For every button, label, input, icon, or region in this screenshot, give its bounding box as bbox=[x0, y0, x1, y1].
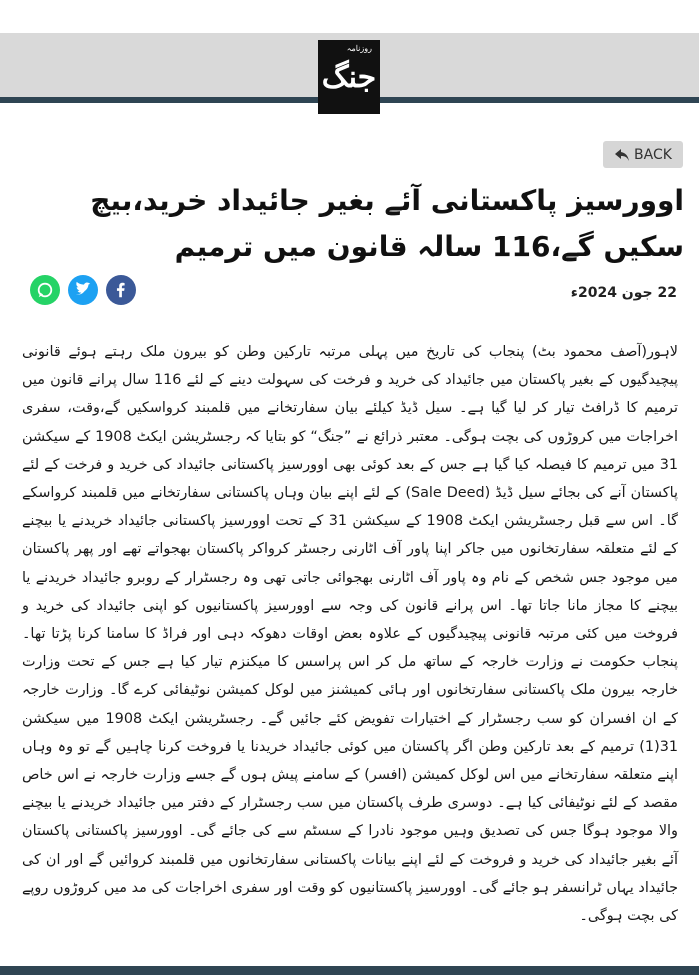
back-button[interactable] bbox=[603, 141, 683, 168]
logo-text: جنگ bbox=[321, 59, 377, 95]
article-title: اوورسیز پاکستانی آئے بغیر جائیداد خرید،بیچ سکیں گے،116 سالہ قانون میں ترمیم bbox=[90, 184, 684, 263]
back-arrow-icon bbox=[614, 148, 630, 162]
whatsapp-icon[interactable] bbox=[30, 275, 60, 305]
article-date: 22 جون 2024ء bbox=[570, 285, 677, 301]
back-button-label: BACK bbox=[634, 146, 672, 163]
footer-bar bbox=[0, 966, 699, 975]
share-buttons bbox=[30, 275, 136, 305]
article-body: لاہور(آصف محمود بٹ) پنجاب کی تاریخ میں پہلی مرتبہ تارکین وطن کو بیرون ملک رہتے ہوئے قانونی پیچیدگیوں کے بغیر پاکستان میں جائیداد کی خرید و فرخت کی سہولت دینے کے لئے 116 سال پرانے قانون میں ترمیم کا ڈرافٹ تیار کر لیا گیا ہے۔ سیل ڈیڈ کیلئے بیان سفارتخانے میں قلمبند کرواسکیں گے،وقت، سفری اخراجات میں کروڑوں کی بچت ہوگی۔ معتبر ذرائع نے ”جنگ“ کو بتایا کہ رجسٹریشن ایکٹ 1908 کے سیکشن 31 میں ترمیم کا فیصلہ کیا گیا ہے جس کے بعد کوئی بھی اوورسیز پاکستانی جائیداد کی خرید و فرخت کے لئے پاکستان آنے کی بجائے سیل ڈیڈ (Sale Deed) کے لئے اپنے بیان وہاں پاکستانی سفارتخانے میں قلمبند کرواسکے گا۔ اس سے قبل رجسٹریشن ایکٹ 1908 کے سیکشن 31 کے تحت اوورسیز پاکستانی جائیداد خریدنے یا بیچنے کے لئے متعلقہ سفارتخانوں میں جاکر اپنا پاور آف اٹارنی رجسٹر کرواکر پاکستان بھجواتے تھے اور پھر پاکستان میں موجود جس شخص کے نام وہ پاور آف اٹارنی بھجوائی جاتی تھی وہ رجسٹرار کے روبرو جائیداد خریدنے یا بیچنے کا مجاز مانا جاتا تھا۔ اس پرانے قانون کی وجہ سے اوورسیز پاکستانیوں کو اپنی جائیداد کی خرید و فروخت میں کئی مرتبہ قانونی پیچیدگیوں کے علاوہ بعض اوقات دھوکہ دہی اور فراڈ کا سامنا کرنا پڑتا تھا۔ پنجاب حکومت نے وزارت خارجہ کے ساتھ مل کر اس پراسس کا میکنزم تیار کیا ہے جس کے تحت وزارت خارجہ بیرون ملک پاکستانی سفارتخانوں اور ہائی کمیشنز میں لوکل کمیشن نوٹیفائی کرے گا۔ وزارت خارجہ کے ان افسران کو سب رجسٹرار کے اختیارات تفویض کئے جائیں گے۔ رجسٹریشن ایکٹ 1908 میں سیکشن 31(1) ترمیم کے بعد تارکین وطن اگر پاکستان میں کوئی جائیداد خریدنا یا فروخت کرنا چاہیں گے تو وہ وہاں اپنے متعلقہ سفارتخانے میں اس لوکل کمیشن (افسر) کے سامنے پیش ہوں گے جسے وزارت خارجہ نے اس خاص مقصد کے لئے نوٹیفائی کیا ہے۔ دوسری طرف پاکستان میں سب رجسٹرار کے دفتر میں جائیداد خریدنے یا بیچنے والا موجود ہوگا جس کی تصدیق وہیں موجود نادرا کے سسٹم سے کی جائے گی۔ اوورسیز پاکستانی پاکستان آئے بغیر جائیداد کی خرید و فروخت کے لئے اپنے بیانات پاکستانی سفارتخانوں میں قلمبند کروائیں گے اور ان کی جائیداد یہاں ٹرانسفر ہو جائے گی۔ اوورسیز پاکستانیوں کو وقت اور سفری اخراجات کی مد میں کروڑوں روپے کی بچت ہوگی۔ bbox=[22, 344, 679, 925]
facebook-icon[interactable] bbox=[106, 275, 136, 305]
jang-logo[interactable] bbox=[318, 40, 380, 114]
twitter-icon[interactable] bbox=[68, 275, 98, 305]
logo-small-text: روزنامہ bbox=[346, 44, 372, 53]
